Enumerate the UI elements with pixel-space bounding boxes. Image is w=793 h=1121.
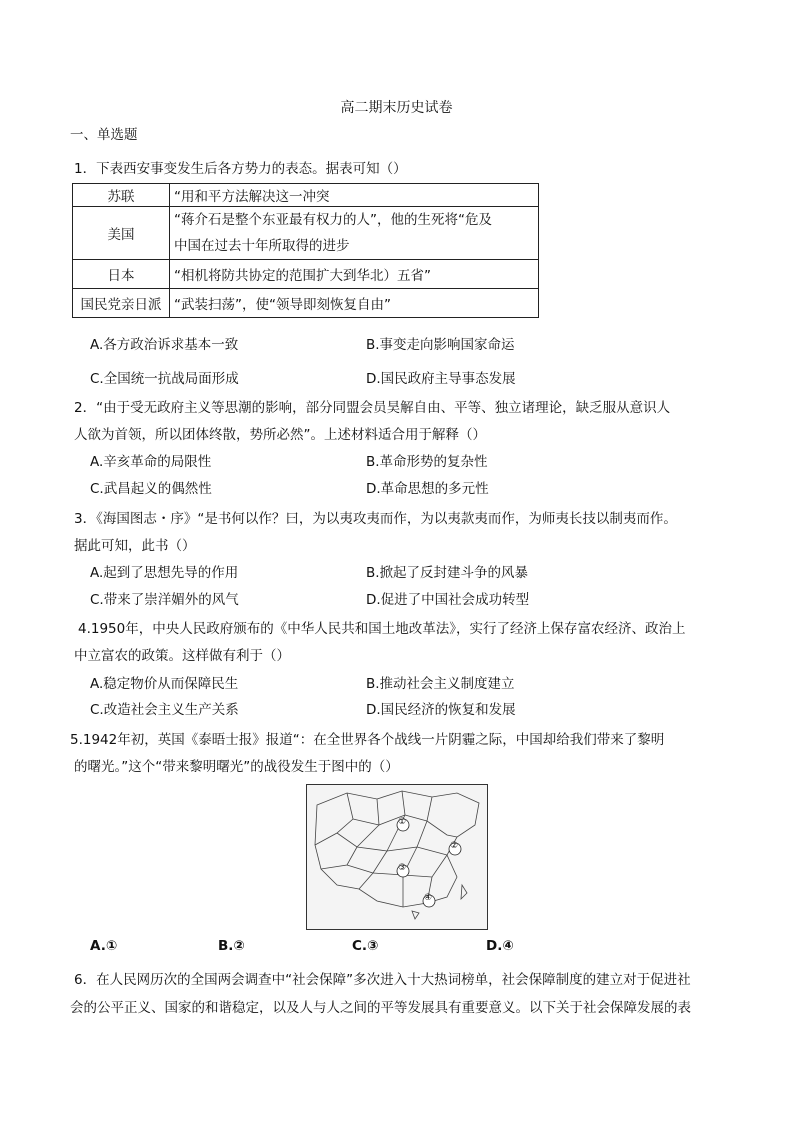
table-cell-statement: “武装扫荡”，使“领导即刻恢复自由”	[170, 289, 539, 318]
q5-stem-line1: 5.1942年初，英国《泰晤士报》报道“：在全世界各个战线一片阴霾之际，中国却给我们带来了黎明	[70, 732, 665, 748]
table-cell-party: 国民党亲日派	[73, 289, 170, 318]
map-label-1: ①	[398, 817, 407, 827]
q2-stem-line2: 人欲为首领，所以团体终散，势所必然”。上述材料适合用于解释（）	[74, 427, 486, 443]
section-heading: 一、单选题	[70, 127, 138, 143]
table-cell-party: 日本	[73, 260, 170, 289]
table-row	[73, 260, 539, 289]
q4-stem-line1: 4.1950年，中央人民政府颁布的《中华人民共和国土地改革法》，实行了经济上保存富农经济、政治上	[78, 621, 686, 637]
q4-option-c[interactable]: C.改造社会主义生产关系	[90, 702, 239, 718]
q1-stem: 1．下表西安事变发生后各方势力的表态。据表可知（）	[74, 161, 407, 177]
q5-stem-line2: 的曙光。”这个“带来黎明曙光”的战役发生于图中的（）	[74, 759, 399, 775]
q3-option-c[interactable]: C.带来了崇洋媚外的风气	[90, 592, 239, 608]
table-row	[73, 289, 539, 318]
q1-option-d[interactable]: D.国民政府主导事态发展	[366, 371, 516, 387]
table-cell-statement: “用和平方法解决这一冲突	[170, 184, 539, 207]
q5-option-b[interactable]: B.②	[218, 938, 245, 954]
q1-option-b[interactable]: B.事变走向影响国家命运	[366, 337, 515, 353]
q1-option-a[interactable]: A.各方政治诉求基本一致	[90, 337, 239, 353]
q1-option-c[interactable]: C.全国统一抗战局面形成	[90, 371, 239, 387]
q5-option-d[interactable]: D.④	[486, 938, 514, 954]
q4-option-b[interactable]: B.推动社会主义制度建立	[366, 676, 515, 692]
q6-stem-line2: 会的公平正义、国家的和谐稳定，以及人与人之间的平等发展具有重要意义。以下关于社会保障发展的表	[70, 1000, 691, 1016]
q2-option-c[interactable]: C.武昌起义的偶然性	[90, 481, 212, 497]
q3-option-a[interactable]: A.起到了思想先导的作用	[90, 565, 239, 581]
table-cell-statement: “相机将防共协定的范围扩大到华北）五省”	[170, 260, 539, 289]
q4-option-d[interactable]: D.国民经济的恢复和发展	[366, 702, 516, 718]
q5-option-c[interactable]: C.③	[352, 938, 379, 954]
table-cell-statement	[170, 207, 539, 260]
q4-option-a[interactable]: A.稳定物价从而保障民生	[90, 676, 239, 692]
exam-title: 高二期末历史试卷	[340, 100, 453, 116]
china-map-figure	[306, 784, 488, 930]
q3-stem-line2: 据此可知，此书（）	[74, 538, 196, 554]
q3-option-b[interactable]: B.掀起了反封建斗争的风暴	[366, 565, 529, 581]
q3-option-d[interactable]: D.促进了中国社会成功转型	[366, 592, 530, 608]
statement-line: 中国在过去十年所取得的进步	[174, 238, 350, 254]
table-row	[73, 184, 539, 207]
q5-option-a[interactable]: A.①	[90, 938, 118, 954]
map-outline	[307, 785, 487, 929]
q4-stem-line2: 中立富农的政策。这样做有利于（）	[74, 648, 290, 664]
map-label-3: ③	[398, 863, 407, 873]
q2-option-d[interactable]: D.革命思想的多元性	[366, 481, 489, 497]
map-label-2: ②	[450, 841, 459, 851]
q6-stem-line1: 6．在人民网历次的全国两会调查中“社会保障”多次进入十大热词榜单，社会保障制度的建立对于促进社	[74, 972, 691, 988]
q3-stem-line1: 3．《海国图志・序》“是书何以作？曰，为以夷攻夷而作，为以夷款夷而作，为师夷长技以制夷而作。	[74, 511, 677, 527]
table-row	[73, 207, 539, 260]
q2-option-a[interactable]: A.辛亥革命的局限性	[90, 454, 212, 470]
table-cell-party: 苏联	[73, 184, 170, 207]
q2-stem-line1: 2．“由于受无政府主义等思潮的影响，部分同盟会员昊解自由、平等、独立诸理论，缺乏服从意识人	[74, 400, 671, 416]
q2-option-b[interactable]: B.革命形势的复杂性	[366, 454, 488, 470]
statement-line: “蒋介石是整个东亚最有权力的人”，他的生死将“危及	[174, 212, 492, 228]
q1-table	[72, 183, 539, 318]
table-cell-party: 美国	[73, 207, 170, 260]
map-label-4: ④	[424, 893, 433, 903]
